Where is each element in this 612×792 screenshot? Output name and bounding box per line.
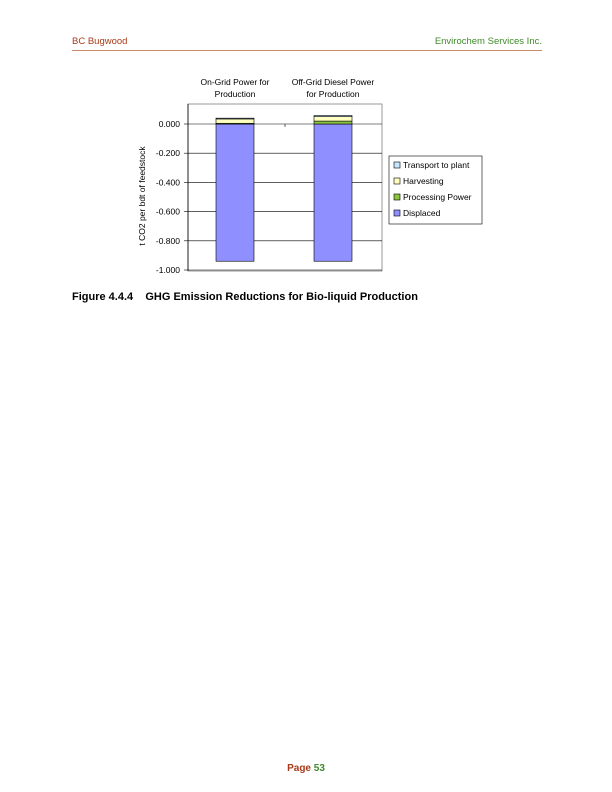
header-left-text: BC Bugwood [72,36,128,47]
legend-swatch [394,210,400,216]
page-footer [0,763,612,774]
y-tick-label: -1.000 [155,265,180,275]
category-label: On-Grid Power for [200,77,270,87]
legend-label: Displaced [403,208,441,218]
y-tick-label: -0.600 [155,206,180,217]
legend-swatch [394,162,400,168]
legend-label: Processing Power [403,192,472,202]
y-axis-label: t CO2 per bdt of feedstock [137,146,147,246]
figure-caption: Figure 4.4.4 GHG Emission Reductions for Bio-liquid Production [72,291,418,303]
legend-label: Transport to plant [403,160,470,170]
legend-label: Harvesting [403,176,444,186]
bar-segment [314,116,352,117]
legend-swatch [394,178,400,184]
page-number: 53 [313,763,325,774]
category-label: Off-Grid Diesel Power [291,77,375,87]
bar-segment [216,124,254,261]
y-tick-label: -0.800 [155,235,180,246]
bar-segment [314,124,352,261]
page-label: Page [287,763,311,774]
y-tick-label: -0.200 [155,148,180,159]
category-label: Production [214,89,256,99]
bar-segment [314,117,352,121]
bar-segment [216,118,254,119]
y-tick-label: 0.000 [158,119,180,129]
bar-segment [216,119,254,123]
header-right-text: Envirochem Services Inc. [434,36,542,47]
category-label: for Production [306,89,360,99]
y-tick-label: -0.400 [155,177,180,188]
legend-swatch [394,194,400,200]
bar-segment [314,121,352,124]
